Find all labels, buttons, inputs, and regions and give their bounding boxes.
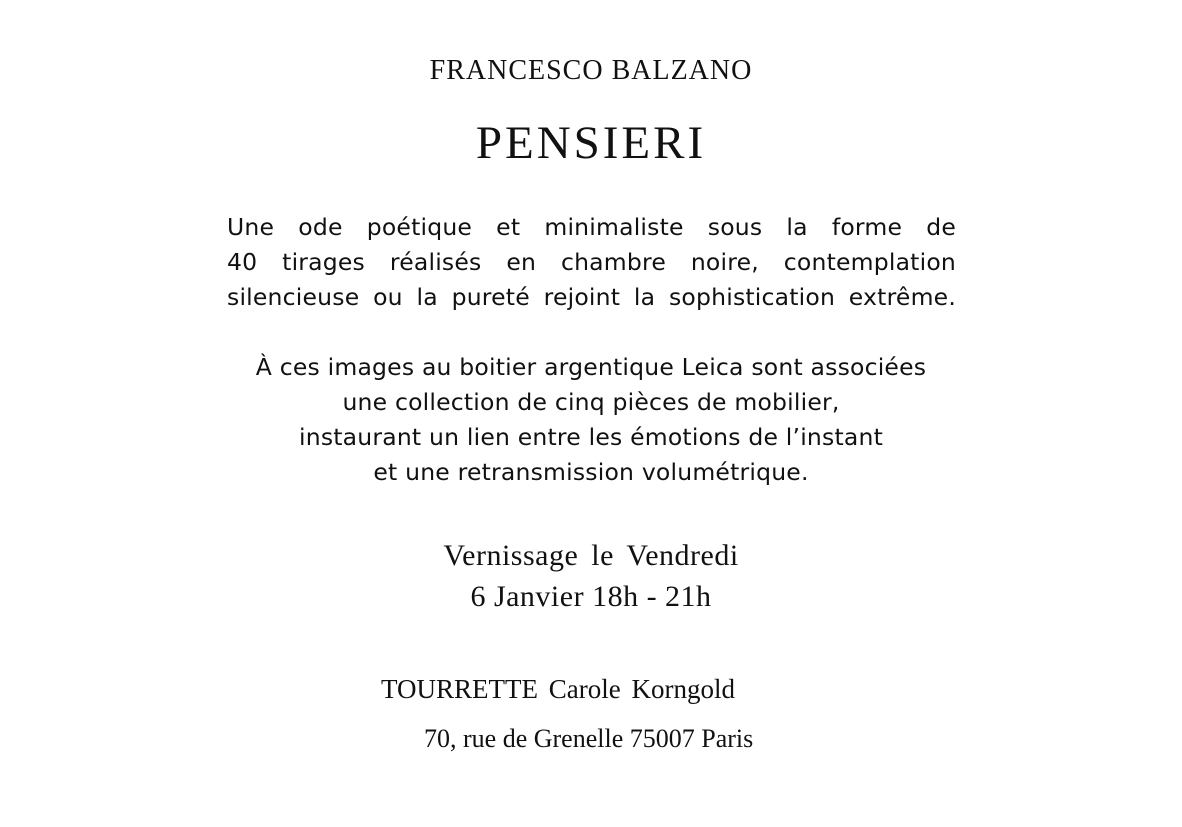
description-line: instaurant un lien entre les émotions de l’instant — [299, 423, 883, 451]
opening-day: Vernissage le Vendredi — [443, 539, 739, 572]
description-line: silencieuse ou la pureté rejoint la sophistication extrême. — [227, 283, 956, 311]
description-paragraph-1 — [227, 210, 956, 315]
description-line: une collection de cinq pièces de mobilier, — [342, 388, 840, 416]
venue-name: TOURRETTE Carole Korngold — [381, 674, 735, 704]
artist-name: FRANCESCO BALZANO — [429, 55, 753, 86]
description-line: et une retransmission volumétrique. — [373, 458, 809, 486]
description-paragraph-2 — [0, 350, 1182, 490]
description-line: À ces images au boitier argentique Leica sont associées — [255, 353, 927, 381]
description-line: Une ode poétique et minimaliste sous la forme de — [227, 213, 956, 241]
description-line: 40 tirages réalisés en chambre noire, contemplation — [227, 248, 956, 276]
exhibition-title: PENSIERI — [475, 117, 707, 169]
opening-date-time: 6 Janvier 18h - 21h — [470, 580, 712, 613]
venue-address: 70, rue de Grenelle 75007 Paris — [424, 724, 754, 753]
